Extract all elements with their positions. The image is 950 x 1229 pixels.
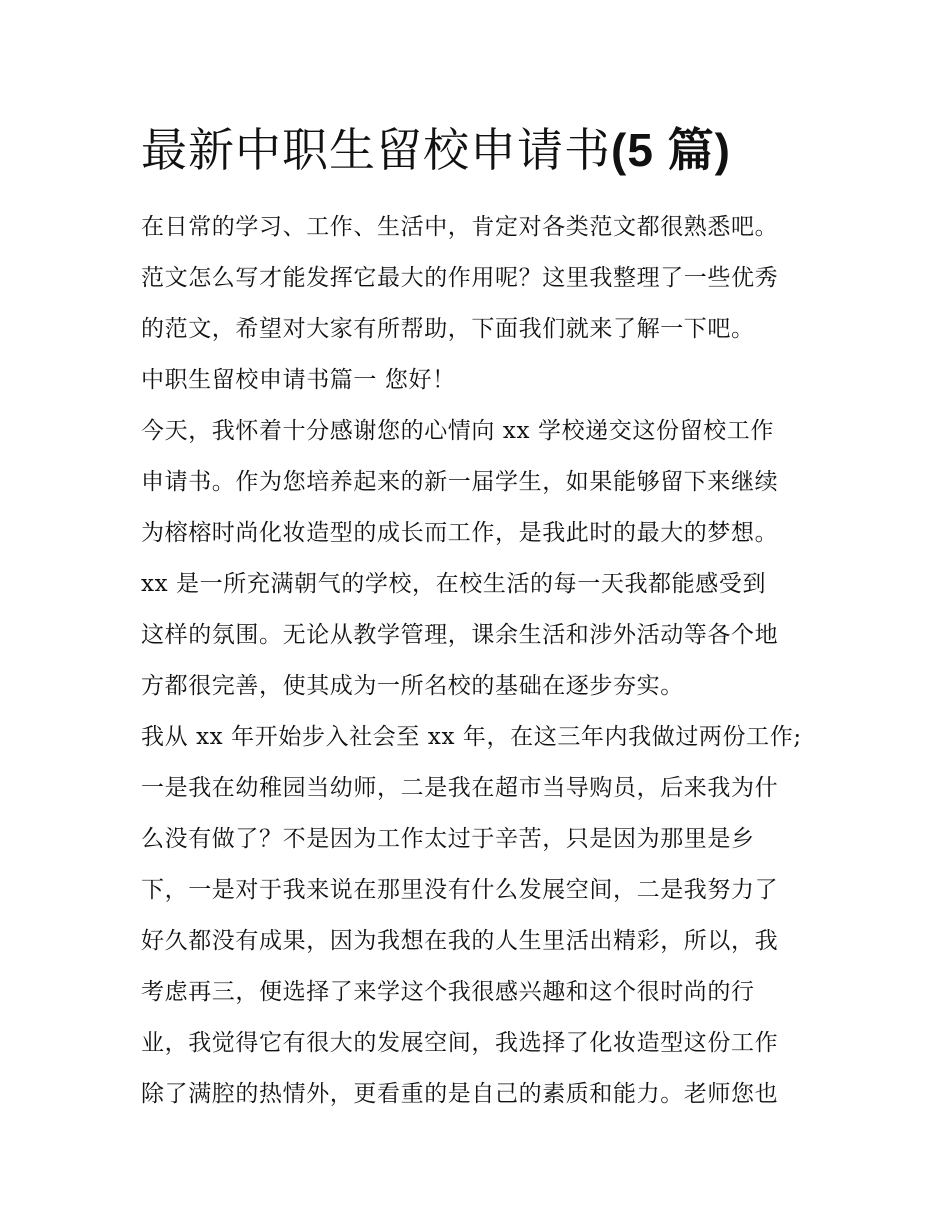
text-line: 业，我觉得它有很大的发展空间，我选择了化妆造型这份工作 xyxy=(141,1030,779,1056)
text-line: 的范文，希望对大家有所帮助，下面我们就来了解一下吧。 xyxy=(141,316,755,342)
text-line: 这样的氛围。无论从教学管理，课余生活和涉外活动等各个地 xyxy=(141,622,779,648)
text-line: 今天，我怀着十分感谢您的心情向 xx 学校递交这份留校工作 xyxy=(141,418,774,444)
text-line: 我从 xx 年开始步入社会至 xx 年，在这三年内我做过两份工作; xyxy=(141,724,802,750)
text-line: 么没有做了？不是因为工作太过于辛苦，只是因为那里是乡 xyxy=(141,826,755,852)
text-line: 考虑再三，便选择了来学这个我很感兴趣和这个很时尚的行 xyxy=(141,979,755,1005)
text-line: 为榕榕时尚化妆造型的成长而工作，是我此时的最大的梦想。 xyxy=(141,520,779,546)
text-line: xx 是一所充满朝气的学校，在校生活的每一天我都能感受到 xyxy=(141,571,767,597)
text-line: 中职生留校申请书篇一 您好！ xyxy=(141,367,456,393)
text-line: 下，一是对于我来说在那里没有什么发展空间，二是我努力了 xyxy=(141,877,779,903)
text-line: 方都很完善，使其成为一所名校的基础在逐步夯实。 xyxy=(141,673,684,699)
title-main-text: 最新中职生留校申请书 xyxy=(141,123,611,177)
text-line: 范文怎么写才能发挥它最大的作用呢？这里我整理了一些优秀 xyxy=(141,265,779,291)
text-line: 除了满腔的热情外，更看重的是自己的素质和能力。老师您也 xyxy=(141,1081,779,1107)
title-count-text: (5 篇) xyxy=(611,124,731,176)
document-body xyxy=(141,202,821,1120)
document-content xyxy=(141,118,821,1120)
document-title xyxy=(141,118,821,182)
text-line: 一是我在幼稚园当幼师，二是我在超市当导购员，后来我为什 xyxy=(141,775,779,801)
text-line: 申请书。作为您培养起来的新一届学生，如果能够留下来继续 xyxy=(141,469,779,495)
text-line: 在日常的学习、工作、生活中，肯定对各类范文都很熟悉吧。 xyxy=(141,214,779,240)
text-line: 好久都没有成果，因为我想在我的人生里活出精彩，所以，我 xyxy=(141,928,779,954)
